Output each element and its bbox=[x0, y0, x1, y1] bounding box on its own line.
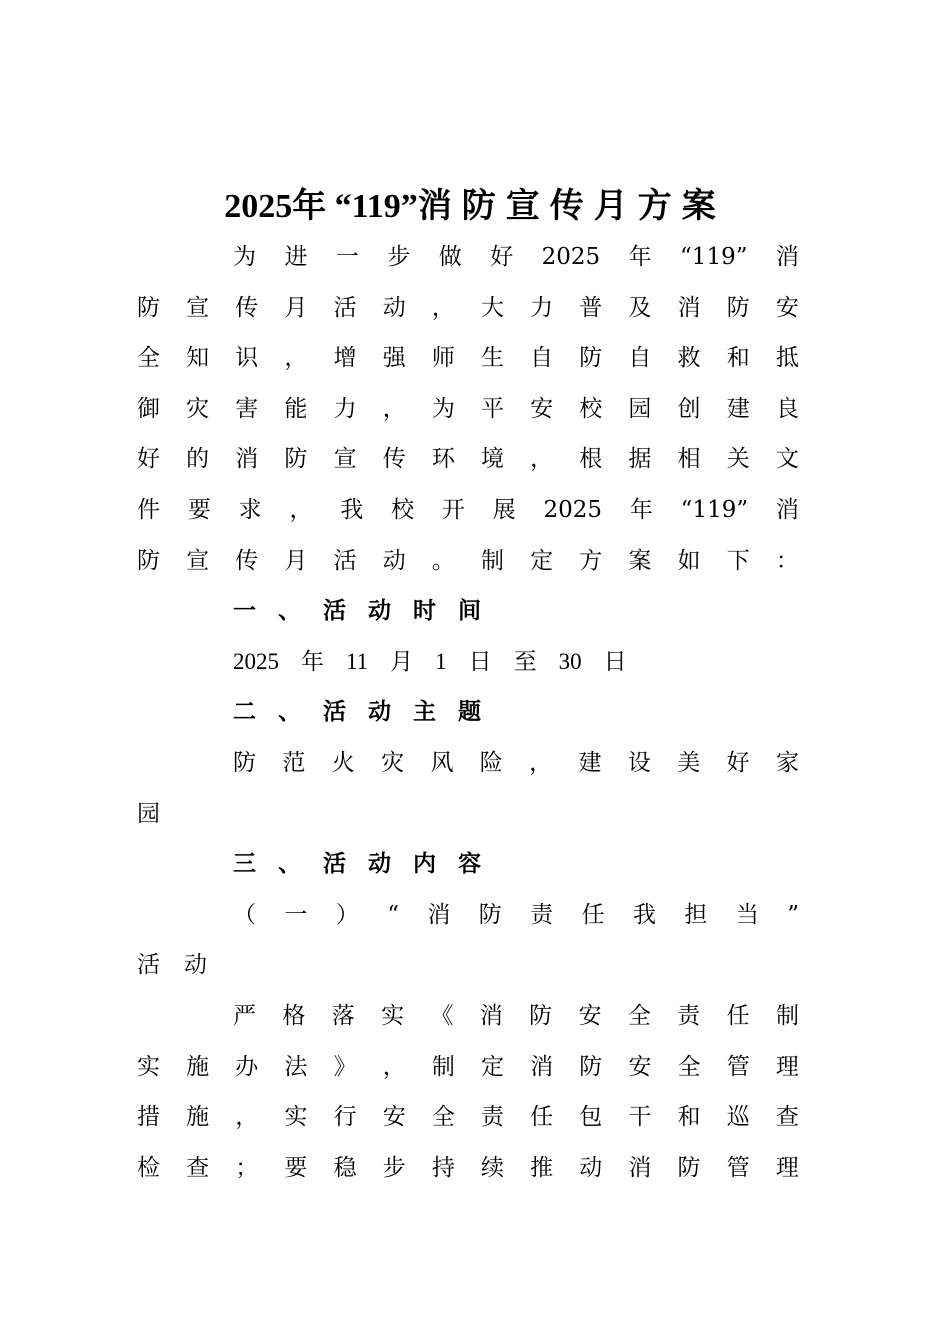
document-line bbox=[233, 637, 627, 687]
document-line bbox=[233, 738, 799, 788]
line-glyph: 增 bbox=[333, 345, 357, 372]
document-line bbox=[137, 1092, 799, 1142]
title-main: 消防宣传月方案 bbox=[417, 188, 726, 225]
line-glyph: 防 bbox=[284, 446, 308, 473]
line-glyph: 管 bbox=[726, 1053, 750, 1080]
line-glyph: 下 bbox=[726, 547, 750, 574]
line-glyph: 时 bbox=[413, 598, 436, 625]
line-glyph: 要 bbox=[284, 1154, 308, 1181]
line-glyph: 美 bbox=[677, 750, 701, 776]
line-glyph: 求 bbox=[238, 497, 262, 523]
line-glyph: 消 bbox=[775, 497, 799, 523]
line-glyph: 至 bbox=[513, 648, 537, 674]
line-glyph: 安 bbox=[628, 1053, 652, 1080]
line-glyph: 动 bbox=[382, 294, 406, 321]
line-glyph: 防 bbox=[529, 1003, 553, 1029]
line-glyph: 动 bbox=[368, 851, 391, 878]
line-glyph: 推 bbox=[530, 1154, 554, 1181]
line-glyph: 落 bbox=[331, 1003, 355, 1029]
line-glyph: 风 bbox=[430, 750, 454, 776]
line-glyph: 宣 bbox=[186, 547, 210, 574]
line-glyph: 抵 bbox=[775, 345, 799, 372]
line-glyph: ， bbox=[431, 294, 455, 321]
line-glyph: 责 bbox=[677, 1003, 701, 1029]
document-line bbox=[137, 1042, 799, 1092]
line-glyph: 主 bbox=[413, 699, 436, 726]
line-glyph: 30 bbox=[558, 648, 582, 674]
line-glyph: 案 bbox=[628, 547, 652, 574]
line-glyph: 施 bbox=[186, 1104, 210, 1131]
line-glyph: 日 bbox=[468, 648, 492, 674]
line-glyph: 自 bbox=[628, 345, 652, 372]
line-glyph: 及 bbox=[628, 294, 652, 321]
line-glyph: 查 bbox=[186, 1154, 210, 1181]
document-line bbox=[137, 384, 799, 434]
line-glyph: 如 bbox=[677, 547, 701, 574]
line-glyph: 进 bbox=[284, 244, 308, 270]
line-glyph: 理 bbox=[775, 1053, 799, 1080]
line-glyph: 设 bbox=[627, 750, 651, 776]
line-glyph: 《 bbox=[430, 1003, 454, 1029]
line-glyph: 全 bbox=[137, 345, 160, 372]
line-glyph: 好 bbox=[490, 244, 514, 270]
line-glyph: 题 bbox=[458, 699, 481, 726]
line-glyph: 制 bbox=[431, 1053, 455, 1080]
line-glyph: 安 bbox=[578, 1003, 602, 1029]
line-glyph: 好 bbox=[137, 446, 160, 473]
line-glyph: 险 bbox=[479, 750, 503, 776]
line-glyph: 防 bbox=[478, 901, 502, 928]
line-glyph: 传 bbox=[235, 547, 259, 574]
line-glyph: 干 bbox=[628, 1104, 652, 1131]
line-glyph: 全 bbox=[627, 1003, 651, 1029]
document-line bbox=[137, 536, 799, 586]
line-glyph: 消 bbox=[235, 446, 259, 473]
line-glyph: 三 bbox=[233, 851, 256, 878]
line-glyph: ” bbox=[787, 901, 799, 928]
line-glyph: 动 bbox=[382, 547, 406, 574]
line-glyph: 消 bbox=[775, 244, 799, 270]
line-glyph: 任 bbox=[581, 901, 605, 928]
line-glyph: 良 bbox=[775, 395, 799, 422]
line-glyph: ） bbox=[335, 901, 359, 928]
document-line bbox=[137, 283, 799, 333]
line-glyph: 好 bbox=[726, 750, 750, 776]
line-glyph: 间 bbox=[458, 598, 481, 625]
line-glyph: 包 bbox=[579, 1104, 603, 1131]
line-glyph: 消 bbox=[479, 1003, 503, 1029]
document-line bbox=[233, 687, 481, 737]
line-glyph: 持 bbox=[431, 1154, 455, 1181]
line-glyph: （ bbox=[233, 901, 256, 928]
line-glyph: 安 bbox=[530, 395, 554, 422]
line-glyph: 知 bbox=[186, 345, 210, 372]
line-glyph: “ bbox=[387, 901, 399, 928]
line-glyph: 检 bbox=[137, 1154, 160, 1181]
line-glyph: 巡 bbox=[726, 1104, 750, 1131]
line-glyph: 范 bbox=[282, 750, 306, 776]
line-glyph: 生 bbox=[480, 345, 504, 372]
line-glyph: 、 bbox=[278, 851, 301, 878]
line-glyph: 建 bbox=[578, 750, 602, 776]
line-glyph: 传 bbox=[235, 294, 259, 321]
line-glyph: 防 bbox=[677, 1154, 701, 1181]
line-glyph: 实 bbox=[381, 1003, 405, 1029]
line-glyph: 火 bbox=[331, 750, 355, 776]
line-glyph: 活 bbox=[137, 952, 160, 979]
line-glyph: 全 bbox=[677, 1053, 701, 1080]
line-glyph: 害 bbox=[235, 395, 259, 422]
line-glyph: 一 bbox=[233, 598, 256, 625]
line-glyph: 施 bbox=[186, 1053, 210, 1080]
line-glyph: 家 bbox=[775, 750, 799, 776]
line-glyph: 月 bbox=[390, 648, 414, 674]
document-line bbox=[233, 890, 799, 940]
line-glyph: 二 bbox=[233, 699, 256, 726]
line-glyph: 容 bbox=[458, 851, 481, 878]
line-glyph: 消 bbox=[628, 1154, 652, 1181]
line-glyph: ， bbox=[382, 1053, 406, 1080]
line-glyph: 严 bbox=[233, 1003, 256, 1029]
line-glyph: 法 bbox=[284, 1053, 308, 1080]
line-glyph: 动 bbox=[368, 598, 391, 625]
line-glyph: 理 bbox=[775, 1154, 799, 1181]
line-glyph: 任 bbox=[530, 1104, 554, 1131]
line-glyph: 开 bbox=[441, 497, 465, 523]
line-glyph: 稳 bbox=[333, 1154, 357, 1181]
line-glyph: 防 bbox=[137, 547, 160, 574]
line-glyph: 灾 bbox=[381, 750, 405, 776]
line-glyph: 的 bbox=[186, 446, 210, 473]
line-glyph: 2025 bbox=[233, 648, 279, 674]
line-glyph: 定 bbox=[530, 547, 554, 574]
line-glyph: 力 bbox=[530, 294, 554, 321]
line-glyph: 识 bbox=[235, 345, 259, 372]
line-glyph: 2025 bbox=[543, 497, 603, 523]
line-glyph: 强 bbox=[382, 345, 406, 372]
line-glyph: 消 bbox=[427, 901, 451, 928]
line-glyph: 格 bbox=[282, 1003, 306, 1029]
line-glyph: 任 bbox=[726, 1003, 750, 1029]
line-glyph: 宣 bbox=[186, 294, 210, 321]
line-glyph: 安 bbox=[775, 294, 799, 321]
document-line bbox=[137, 789, 799, 839]
line-glyph: 2025 bbox=[541, 244, 601, 270]
line-glyph: 责 bbox=[480, 1104, 504, 1131]
line-glyph: 传 bbox=[382, 446, 406, 473]
line-glyph: 我 bbox=[633, 901, 657, 928]
line-glyph: ： bbox=[775, 547, 799, 574]
line-glyph: 全 bbox=[431, 1104, 455, 1131]
line-glyph: 为 bbox=[233, 244, 256, 270]
line-glyph: 师 bbox=[431, 345, 455, 372]
line-glyph: 年 bbox=[628, 244, 652, 270]
document-title bbox=[0, 182, 950, 232]
line-glyph: 校 bbox=[579, 395, 603, 422]
line-glyph: 御 bbox=[137, 395, 160, 422]
line-glyph: 普 bbox=[579, 294, 603, 321]
line-glyph: ， bbox=[530, 446, 554, 473]
line-glyph: ， bbox=[382, 395, 406, 422]
line-glyph: 根 bbox=[579, 446, 603, 473]
line-glyph: 我 bbox=[340, 497, 364, 523]
line-glyph: 活 bbox=[323, 851, 346, 878]
line-glyph: 防 bbox=[579, 345, 603, 372]
line-glyph: 救 bbox=[677, 345, 701, 372]
line-glyph: 步 bbox=[382, 1154, 406, 1181]
line-glyph: 和 bbox=[677, 1104, 701, 1131]
line-glyph: 》 bbox=[333, 1053, 357, 1080]
document-line bbox=[233, 586, 481, 636]
document-line bbox=[233, 839, 481, 889]
line-glyph: 园 bbox=[628, 395, 652, 422]
line-glyph: 做 bbox=[438, 244, 462, 270]
line-glyph: 11 bbox=[346, 648, 369, 674]
line-glyph: 动 bbox=[368, 699, 391, 726]
line-glyph: 步 bbox=[387, 244, 411, 270]
line-glyph: 实 bbox=[284, 1104, 308, 1131]
line-glyph: 能 bbox=[284, 395, 308, 422]
line-glyph: 实 bbox=[137, 1053, 160, 1080]
line-glyph: 办 bbox=[235, 1053, 259, 1080]
document-line bbox=[137, 485, 799, 535]
line-glyph: 环 bbox=[431, 446, 455, 473]
line-glyph: 防 bbox=[233, 750, 256, 776]
line-glyph: 年 bbox=[629, 497, 653, 523]
line-glyph: 件 bbox=[137, 497, 160, 523]
line-glyph: 防 bbox=[137, 294, 160, 321]
line-glyph: 平 bbox=[480, 395, 504, 422]
line-glyph: ， bbox=[284, 345, 308, 372]
line-glyph: 安 bbox=[382, 1104, 406, 1131]
line-glyph: 要 bbox=[187, 497, 211, 523]
line-glyph: 管 bbox=[726, 1154, 750, 1181]
line-glyph: 措 bbox=[137, 1104, 160, 1131]
line-glyph: 园 bbox=[137, 800, 160, 827]
line-glyph: 防 bbox=[579, 1053, 603, 1080]
line-glyph: 制 bbox=[775, 1003, 799, 1029]
line-glyph: 和 bbox=[726, 345, 750, 372]
line-glyph: 日 bbox=[603, 648, 627, 674]
line-glyph: 灾 bbox=[186, 395, 210, 422]
line-glyph: “119” bbox=[680, 244, 748, 270]
line-glyph: 一 bbox=[335, 244, 359, 270]
line-glyph: 宣 bbox=[333, 446, 357, 473]
line-glyph: 定 bbox=[480, 1053, 504, 1080]
line-glyph: 、 bbox=[278, 699, 301, 726]
line-glyph: 1 bbox=[435, 648, 447, 674]
line-glyph: 行 bbox=[333, 1104, 357, 1131]
line-glyph: 制 bbox=[480, 547, 504, 574]
line-glyph: ， bbox=[289, 497, 313, 523]
line-glyph: 校 bbox=[391, 497, 415, 523]
document-line bbox=[233, 232, 799, 282]
document-line bbox=[137, 1143, 799, 1193]
line-glyph: 消 bbox=[677, 294, 701, 321]
line-glyph: ； bbox=[235, 1154, 259, 1181]
title-prefix: 2025年 “119” bbox=[224, 188, 418, 225]
document-line bbox=[137, 333, 799, 383]
line-glyph: 月 bbox=[284, 294, 308, 321]
document-line bbox=[137, 940, 799, 990]
line-glyph: 自 bbox=[530, 345, 554, 372]
line-glyph: ， bbox=[529, 750, 553, 776]
line-glyph: 方 bbox=[579, 547, 603, 574]
line-glyph: 消 bbox=[530, 1053, 554, 1080]
line-glyph: 续 bbox=[480, 1154, 504, 1181]
line-glyph: 展 bbox=[492, 497, 516, 523]
line-glyph: 活 bbox=[323, 598, 346, 625]
line-glyph: 建 bbox=[726, 395, 750, 422]
line-glyph: 。 bbox=[431, 547, 455, 574]
line-glyph: 责 bbox=[530, 901, 554, 928]
line-glyph: 创 bbox=[677, 395, 701, 422]
line-glyph: 活 bbox=[333, 547, 357, 574]
line-glyph: ， bbox=[235, 1104, 259, 1131]
line-glyph: 大 bbox=[480, 294, 504, 321]
line-glyph: 一 bbox=[284, 901, 308, 928]
line-glyph: 文 bbox=[775, 446, 799, 473]
line-glyph: 月 bbox=[284, 547, 308, 574]
line-glyph: 据 bbox=[628, 446, 652, 473]
line-glyph: 活 bbox=[333, 294, 357, 321]
line-glyph: 动 bbox=[184, 952, 207, 979]
document-line bbox=[137, 434, 799, 484]
line-glyph: 动 bbox=[579, 1154, 603, 1181]
line-glyph: 境 bbox=[480, 446, 504, 473]
line-glyph: 为 bbox=[431, 395, 455, 422]
line-glyph: 、 bbox=[278, 598, 301, 625]
line-glyph: 关 bbox=[726, 446, 750, 473]
line-glyph: 内 bbox=[413, 851, 436, 878]
line-glyph: 防 bbox=[726, 294, 750, 321]
line-glyph: 年 bbox=[301, 648, 324, 674]
line-glyph: 查 bbox=[775, 1104, 799, 1131]
line-glyph: 担 bbox=[684, 901, 708, 928]
line-glyph: 活 bbox=[323, 699, 346, 726]
line-glyph: 当 bbox=[735, 901, 759, 928]
line-glyph: 相 bbox=[677, 446, 701, 473]
line-glyph: “119” bbox=[680, 497, 749, 523]
document-line bbox=[233, 991, 799, 1041]
line-glyph: 力 bbox=[333, 395, 357, 422]
